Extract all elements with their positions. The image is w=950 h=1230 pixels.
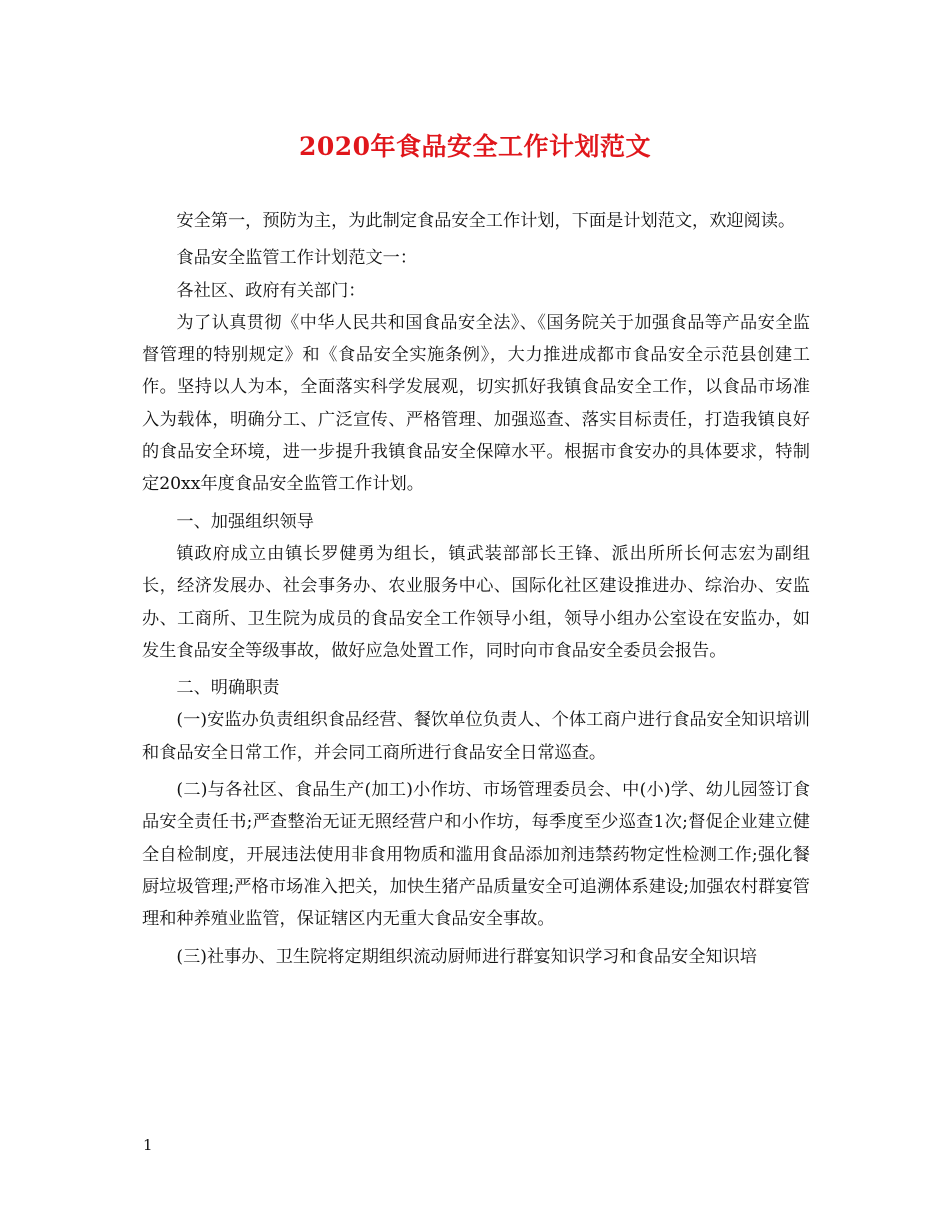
page-number: 1 — [143, 1136, 153, 1154]
section-heading-organization: 一、加强组织领导 — [176, 511, 314, 532]
paragraph-responsibility-2: (二)与各社区、食品生产(加工)小作坊、市场管理委员会、中(小)学、幼儿园签订食品安全责任书;严查整治无证无照经营户和小作坊，每季度至少巡查1次;督促企业建立健全自检制度，开展违法使用非食用物质和滥用食品添加剂违禁药物定性检测工作;强化餐厨垃圾管理;严格市场准入把关，加快生猪产品质量安全可追溯体系建设;加强农村群宴管理和种养殖业监管，保证辖区内无重大食品安全事故。 — [142, 780, 810, 930]
paragraph-responsibility-3: (三)社事办、卫生院将定期组织流动厨师进行群宴知识学习和食品安全知识培 — [176, 946, 757, 967]
document-body — [142, 205, 810, 973]
paragraph-salutation: 各社区、政府有关部门： — [176, 280, 366, 301]
paragraph-intro: 安全第一，预防为主，为此制定食品安全工作计划，下面是计划范文，欢迎阅读。 — [176, 211, 796, 231]
document-title: 2020年食品安全工作计划范文 — [298, 132, 652, 161]
paragraph-purpose: 为了认真贯彻《中华人民共和国食品安全法》、《国务院关于加强食品等产品安全监督管理的特别规定》和《食品安全实施条例》，大力推进成都市食品安全示范县创建工作。坚持以人为本，全面落实科学发展观，切实抓好我镇食品安全工作，以食品市场准入为载体，明确分工、广泛宣传、严格管理、加强巡查、落实目标责任，打造我镇良好的食品安全环境，进一步提升我镇食品安全保障水平。根据市食安办的具体要求，特制定20xx年度食品安全监管工作计划。 — [142, 312, 810, 495]
section-heading-responsibilities: 二、明确职责 — [176, 678, 280, 699]
paragraph-plan-heading: 食品安全监管工作计划范文一： — [176, 248, 418, 269]
paragraph-responsibility-1: (一)安监办负责组织食品经营、餐饮单位负责人、个体工商户进行食品安全知识培训和食品安全日常工作，并会同工商所进行食品安全日常巡查。 — [142, 710, 810, 763]
paragraph-organization: 镇政府成立由镇长罗健勇为组长，镇武装部部长王锋、派出所所长何志宏为副组长，经济发展办、社会事务办、农业服务中心、国际化社区建设推进办、综治办、安监办、工商所、卫生院为成员的食品安全工作领导小组，领导小组办公室设在安监办，如发生食品安全等级事故，做好应急处置工作，同时向市食品安全委员会报告。 — [142, 543, 810, 661]
